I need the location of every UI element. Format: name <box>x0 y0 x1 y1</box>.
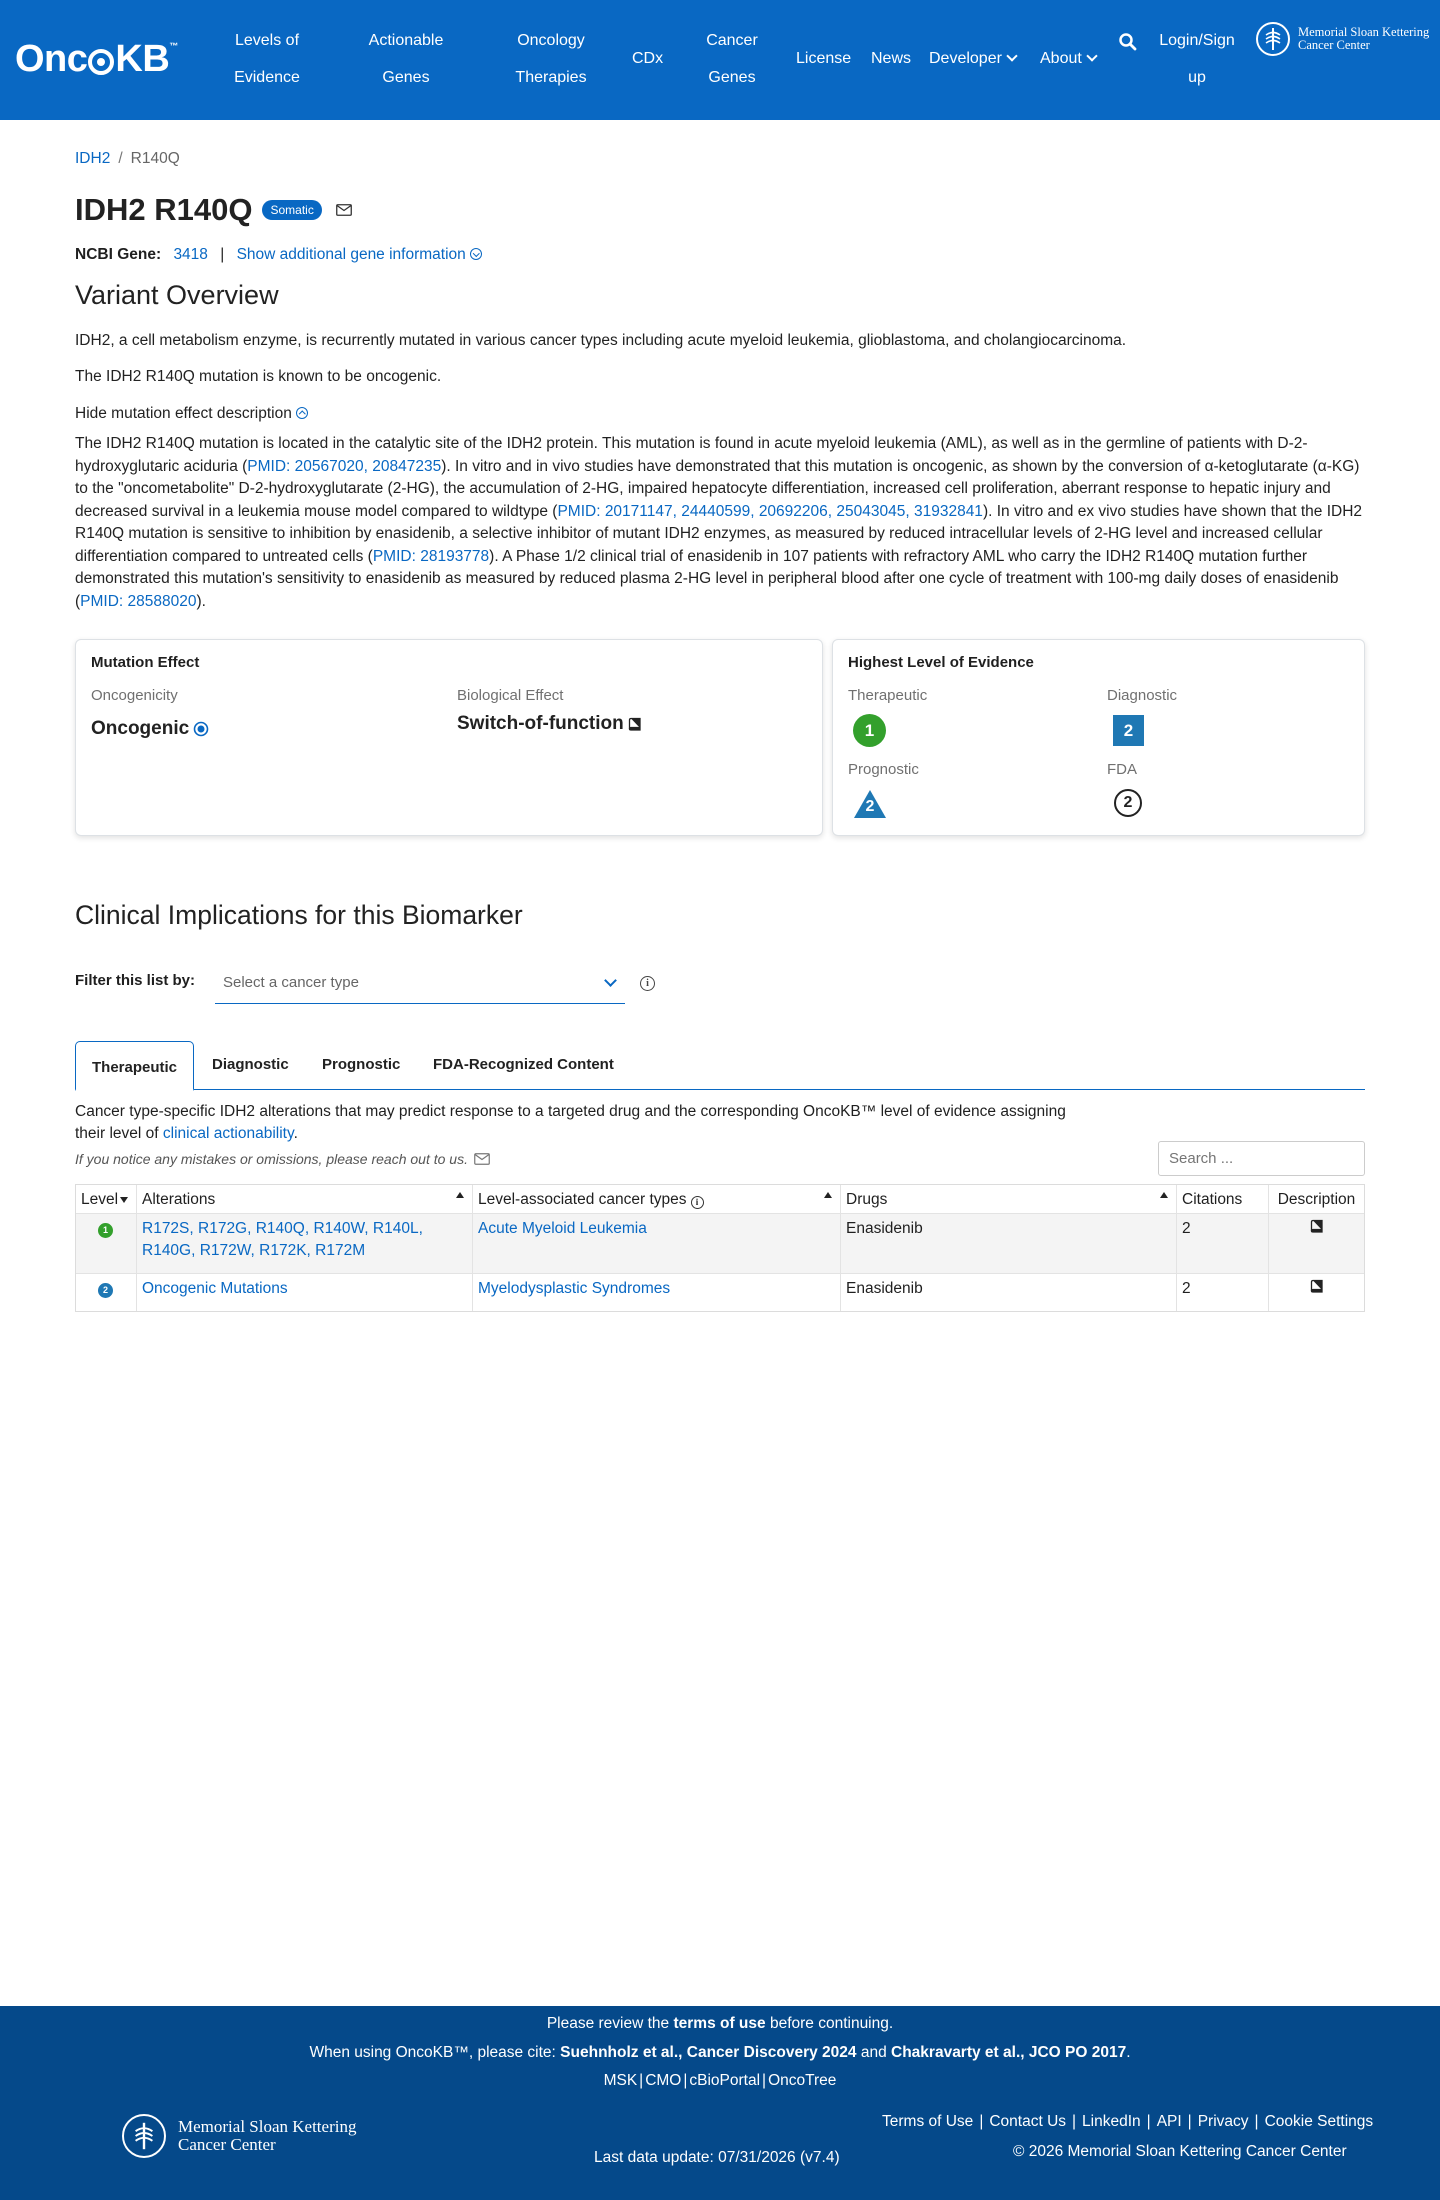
citation-notice <box>0 2044 1440 2062</box>
tab-therapeutic[interactable]: Therapeutic <box>75 1041 194 1091</box>
filter-label: Filter this list by: <box>75 972 196 989</box>
table-header-row <box>76 1185 1364 1214</box>
cite-paper-2[interactable]: Chakravarty et al., JCO PO 2017 <box>891 2044 1127 2061</box>
page-title: IDH2 R140Q <box>75 192 253 227</box>
nav-levels-of-evidence[interactable]: Levels of Evidence <box>234 32 300 86</box>
last-data-update: Last data update: 07/31/2026 (v7.4) <box>594 2149 840 2166</box>
desc-text-1: The IDH2 R140Q mutation is located in the catalytic site of the IDH2 protein. This mutation is found in acute myeloid leukemia (AML), as well as in the germline of patients with D-2-hydroxyglutaric aciduria ( <box>75 435 1308 475</box>
cancer-type-link[interactable]: Acute Myeloid Leukemia <box>478 1220 647 1237</box>
ncbi-separator: | <box>220 246 225 263</box>
hide-mutation-effect-toggle[interactable] <box>75 403 308 426</box>
copyright: © 2026 Memorial Sloan Kettering Cancer Center <box>1013 2143 1347 2160</box>
biological-effect-label: Biological Effect <box>457 687 564 704</box>
logo-text-1: Onc <box>15 38 88 80</box>
pmid-link-4[interactable]: PMID: 28588020 <box>80 592 197 610</box>
nav-cdx[interactable]: CDx <box>632 50 664 67</box>
terms-of-use-link[interactable]: terms of use <box>673 2015 766 2032</box>
fda-label: FDA <box>1107 761 1137 778</box>
footer-links: MSK | CMO | cBioPortal | OncoTree <box>603 2072 837 2089</box>
cancer-type-select[interactable] <box>215 968 625 1004</box>
terms-of-use-link[interactable]: Terms of Use <box>882 2113 974 2130</box>
mutation-effect-card <box>75 639 823 836</box>
footer-right-links: Terms of Use | Contact Us | LinkedIn | API | Privacy | Cookie Settings <box>882 2113 1374 2130</box>
msk-mark-icon <box>1256 22 1290 56</box>
col-drugs-header[interactable] <box>841 1185 1177 1213</box>
level-cell <box>76 1214 137 1273</box>
desc-text-5: ). <box>196 592 206 610</box>
title-row <box>75 192 352 228</box>
alterations-cell <box>137 1214 473 1273</box>
col-cancer-types-header[interactable] <box>473 1185 841 1213</box>
pmid-link-2[interactable]: PMID: 20171147, 24440599, 20692206, 25043045, 31932841 <box>557 502 983 520</box>
search-icon[interactable] <box>1118 32 1138 52</box>
somatic-badge: Somatic <box>262 200 321 220</box>
nav-developer[interactable] <box>929 40 1016 77</box>
level-2-icon: 2 <box>98 1283 113 1298</box>
msk-line-1: Memorial Sloan Kettering <box>178 2117 357 2136</box>
diagnostic-label: Diagnostic <box>1107 687 1178 704</box>
footer-link-cbioportal[interactable]: cBioPortal <box>689 2072 761 2089</box>
show-gene-info-link[interactable] <box>237 246 482 263</box>
breadcrumb <box>75 150 180 168</box>
oncogenicity-value <box>91 718 209 740</box>
drugs-cell: Enasidenib <box>841 1214 1177 1273</box>
citations-cell[interactable]: 2 <box>1177 1214 1269 1273</box>
gene-summary: IDH2, a cell metabolism enzyme, is recurrently mutated in various cancer types including acute myeloid leukemia, glioblastoma, and cholangiocarcinoma. <box>75 332 1127 349</box>
variant-summary: The IDH2 R140Q mutation is known to be oncogenic. <box>75 368 442 385</box>
oncogenicity-text: Oncogenic <box>91 718 190 739</box>
sort-asc-icon <box>1160 1192 1168 1198</box>
cancer-type-cell <box>473 1274 841 1311</box>
chevron-down-icon <box>1086 50 1097 61</box>
col-description-header <box>1269 1185 1364 1213</box>
citations-cell[interactable]: 2 <box>1177 1274 1269 1311</box>
level-1-icon: 1 <box>98 1223 113 1238</box>
desc-part-2: . <box>293 1125 298 1142</box>
therapeutic-description <box>75 1101 1085 1145</box>
clinical-actionability-link[interactable]: clinical actionability <box>162 1125 294 1142</box>
feedback-note-text: If you notice any mistakes or omissions, please reach out to us. <box>75 1151 468 1167</box>
feedback-note <box>75 1151 490 1167</box>
footer-link-cmo[interactable]: CMO <box>645 2072 682 2089</box>
oncokb-logo[interactable] <box>15 38 178 81</box>
cookie-settings-link[interactable]: Cookie Settings <box>1264 2113 1374 2130</box>
toggle-label: Hide mutation effect description <box>75 405 292 422</box>
msk-line-2: Cancer Center <box>178 2135 276 2154</box>
mutation-effect-title: Mutation Effect <box>91 654 200 671</box>
nav-about[interactable] <box>1040 40 1096 77</box>
fda-level-2-icon[interactable]: 2 <box>1114 789 1142 817</box>
col-description-label: Description <box>1277 1191 1356 1208</box>
nav-about-label: About <box>1040 50 1082 67</box>
col-cancer-types-label: Level-associated cancer types <box>478 1191 687 1208</box>
clinical-tabs <box>75 1041 1365 1090</box>
breadcrumb-separator: / <box>118 150 123 167</box>
highest-level-title: Highest Level of Evidence <box>848 654 1034 671</box>
cite-paper-1[interactable]: Suehnholz et al., Cancer Discovery 2024 <box>560 2044 857 2061</box>
linkedin-link[interactable]: LinkedIn <box>1082 2113 1141 2130</box>
info-icon[interactable]: i <box>691 1196 704 1209</box>
sort-asc-icon <box>824 1192 832 1198</box>
terms-text-1: Please review the <box>546 2015 674 2032</box>
oncogenicity-label: Oncogenicity <box>91 687 178 704</box>
level-cell <box>76 1274 137 1311</box>
cite-end: . <box>1126 2044 1131 2061</box>
description-cell <box>1269 1274 1364 1311</box>
chevron-down-icon <box>604 974 617 987</box>
show-gene-info-label: Show additional gene information <box>236 246 466 263</box>
msk-line-2: Cancer Center <box>1298 38 1370 52</box>
cite-and: and <box>856 2044 892 2061</box>
footer <box>0 2006 1440 2200</box>
mail-icon[interactable] <box>474 1153 490 1165</box>
top-navbar <box>0 0 1440 120</box>
cancer-type-link[interactable]: Myelodysplastic Syndromes <box>478 1280 671 1297</box>
terms-text-2: before continuing. <box>765 2015 894 2032</box>
info-icon[interactable]: i <box>640 976 655 991</box>
alterations-cell <box>137 1274 473 1311</box>
chevron-down-icon <box>1006 50 1017 61</box>
biological-effect-value <box>457 713 642 735</box>
book-icon[interactable] <box>1310 1279 1324 1293</box>
therapeutic-label: Therapeutic <box>848 687 928 704</box>
prognostic-level-text: 2 <box>865 798 875 815</box>
circle-chevron-down-icon <box>470 248 482 260</box>
desc-text-3: ). In vitro and ex vivo studies have shown that the IDH2 R140Q mutation is sensitive to inhibition by enasidenib, a selective inhibitor of mutant IDH2 enzymes, as measured by reduced intracellular levels of 2-HG level and increased cellular differentiation compared to untreated cells ( <box>75 502 1363 565</box>
nav-cancer-genes[interactable]: Cancer Genes <box>706 32 758 86</box>
clinical-implications-heading: Clinical Implications for this Biomarker <box>75 900 523 930</box>
alterations-link[interactable]: R172S, R172G, R140Q, R140W, R140L, R140G, R172W, R172K, R172M <box>142 1220 423 1259</box>
desc-part-1: Cancer type-specific IDH2 alterations that may predict response to a targeted drug and the corresponding OncoKB™ level of evidence assigning their level of <box>75 1103 1066 1142</box>
cancer-type-cell <box>473 1214 841 1273</box>
table-row <box>76 1214 1364 1274</box>
pmid-link-3[interactable]: PMID: 28193778 <box>372 547 490 565</box>
therapeutic-level-1-icon[interactable]: 1 <box>853 714 886 747</box>
col-citations-label: Citations <box>1182 1191 1243 1208</box>
col-level-label: Level <box>81 1191 119 1208</box>
oncogenic-icon <box>193 721 209 737</box>
prognostic-level-2-icon[interactable] <box>852 788 888 820</box>
footer-link-msk[interactable]: MSK <box>603 2072 638 2089</box>
book-icon[interactable] <box>628 717 642 731</box>
pmid-link-1[interactable]: PMID: 20567020, 20847235 <box>247 457 442 475</box>
sort-desc-icon <box>120 1197 128 1203</box>
prognostic-label: Prognostic <box>848 761 919 778</box>
book-icon[interactable] <box>1310 1219 1324 1233</box>
col-citations-header[interactable] <box>1177 1185 1269 1213</box>
logo-o-icon <box>88 49 114 75</box>
tab-prognostic[interactable]: Prognostic <box>322 1056 401 1073</box>
footer-msk-logo[interactable] <box>122 2114 356 2158</box>
diagnostic-level-2-icon[interactable]: 2 <box>1113 715 1144 746</box>
drugs-cell: Enasidenib <box>841 1274 1177 1311</box>
msk-mark-icon <box>122 2114 166 2158</box>
mutation-effect-description <box>75 433 1365 613</box>
biological-effect-text: Switch-of-function <box>457 713 624 734</box>
nav-license[interactable]: License <box>796 50 852 67</box>
nav-actionable-genes[interactable]: Actionable Genes <box>368 32 444 86</box>
description-cell <box>1269 1214 1364 1273</box>
col-level-header[interactable] <box>76 1185 137 1213</box>
variant-overview-heading: Variant Overview <box>75 280 279 310</box>
alterations-link[interactable]: Oncogenic Mutations <box>142 1280 288 1297</box>
mail-icon[interactable] <box>336 204 352 216</box>
nav-developer-label: Developer <box>929 50 1002 67</box>
table-search-input[interactable] <box>1158 1141 1365 1176</box>
logo-tm: ™ <box>169 40 178 51</box>
desc-text-2: ). In vitro and in vivo studies have demonstrated that this mutation is oncogenic, as shown by the conversion of α-ketoglutarate (α-KG) to the "oncometabolite" D-2-hydroxyglutarate (2-HG), the accumulation of 2-HG, impaired hepatocyte differentiation, increased cell proliferation, aberrant response to hepatic injury and decreased survival in a leukemia mouse model compared to wildtype ( <box>75 457 1360 520</box>
select-placeholder: Select a cancer type <box>223 974 359 991</box>
nav-oncology-therapies[interactable]: Oncology Therapies <box>515 32 587 86</box>
cite-text-1: When using OncoKB™, please cite: <box>309 2044 561 2061</box>
msk-line-1: Memorial Sloan Kettering <box>1298 25 1430 39</box>
ncbi-gene-row <box>75 246 482 264</box>
circle-chevron-up-icon <box>296 407 308 419</box>
desc-text-4: ). A Phase 1/2 clinical trial of enasidenib in 107 patients with refractory AML who carry the IDH2 R140Q mutation further demonstrated this mutation's sensitivity to enasidenib as measured by reduced plasma 2-HG level in peripheral blood after one cycle of treatment with 100-mg daily doses of enasidenib ( <box>75 547 1339 610</box>
footer-link-oncotree[interactable]: OncoTree <box>768 2072 837 2089</box>
ncbi-gene-id-link[interactable]: 3418 <box>173 246 208 263</box>
msk-logo[interactable] <box>1256 22 1429 56</box>
col-alterations-header[interactable] <box>137 1185 473 1213</box>
tab-diagnostic[interactable]: Diagnostic <box>212 1056 289 1073</box>
col-alterations-label: Alterations <box>142 1191 216 1208</box>
sort-asc-icon <box>456 1192 464 1198</box>
ncbi-label: NCBI Gene: <box>75 246 162 263</box>
login-signup-link[interactable]: Login/Sign up <box>1159 32 1235 86</box>
privacy-link[interactable]: Privacy <box>1197 2113 1249 2130</box>
nav-news[interactable]: News <box>871 50 912 67</box>
tab-fda-recognized-content[interactable]: FDA-Recognized Content <box>433 1056 614 1073</box>
contact-us-link[interactable]: Contact Us <box>989 2113 1067 2130</box>
therapeutic-table <box>75 1184 1365 1312</box>
breadcrumb-variant: R140Q <box>130 150 180 167</box>
table-row <box>76 1274 1364 1311</box>
breadcrumb-gene-link[interactable]: IDH2 <box>75 150 111 167</box>
api-link[interactable]: API <box>1156 2113 1182 2130</box>
highest-level-card <box>832 639 1365 836</box>
logo-text-2: KB <box>115 38 170 80</box>
terms-notice <box>0 2015 1440 2033</box>
col-drugs-label: Drugs <box>846 1191 888 1208</box>
